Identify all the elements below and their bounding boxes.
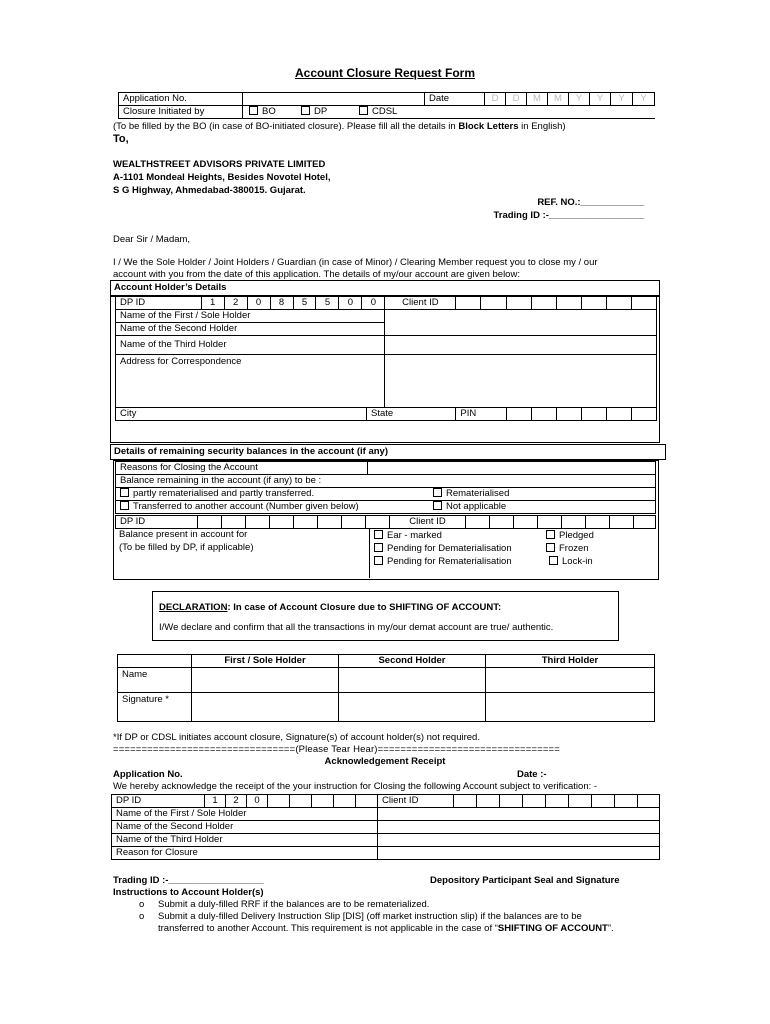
date-box[interactable]: Y (611, 93, 633, 106)
name-row-label: Name (118, 668, 192, 693)
instruction-item-2: Submit a duly-filled Delivery Instruction Slip [DIS] (off market instruction slip) if the balances are to be (158, 911, 582, 922)
pin-box[interactable] (606, 408, 631, 421)
first-holder-col: First / Sole Holder (192, 655, 339, 668)
client-id-box[interactable] (606, 297, 631, 310)
dp-id-box[interactable] (294, 516, 318, 529)
client-id-box[interactable] (514, 516, 538, 529)
checkbox-icon[interactable] (433, 501, 442, 510)
signature-field[interactable] (339, 693, 486, 722)
to-label: To, (113, 133, 129, 145)
name-field[interactable] (339, 668, 486, 693)
closure-initiated-label: Closure Initiated by (119, 106, 243, 119)
date-box[interactable]: Y (633, 93, 655, 106)
form-title: Account Closure Request Form (294, 66, 476, 80)
pin-box[interactable] (531, 408, 556, 421)
account-holder-heading: Account Holder’s Details (110, 280, 660, 296)
pin-label: PIN (456, 408, 506, 421)
ack-dp-id-box[interactable] (312, 795, 334, 808)
balances-dp-table (115, 515, 656, 529)
second-holder-label: Name of the Second Holder (116, 323, 385, 336)
request-line-2: account with you from the date of this application. The details of my/our account are given below: (113, 269, 520, 280)
checkbox-icon[interactable] (374, 556, 383, 565)
ack-text: We hereby acknowledge the receipt of the your instruction for Closing the following Account subject to verification: - (113, 781, 598, 792)
pending-remat-option[interactable]: Pending for Rematerialisation (374, 555, 512, 568)
recipient-address: WEALTHSTREET ADVISORS PRIVATE LIMITED A-1101 Mondeal Heights, Besides Novotel Hotel, S G Highway, Ahmedabad-380015. Gujarat. (113, 159, 331, 196)
trading-id-top: Trading ID :-__________________ (493, 210, 644, 221)
dp-id-box[interactable] (222, 516, 246, 529)
dp-id-digit: 5 (293, 297, 316, 310)
ack-reason-field[interactable] (378, 847, 660, 860)
fill-note: (To be filled by the BO (in case of BO-initiated closure). Please fill all the details in Block Letters in English) (113, 121, 566, 132)
pin-box[interactable] (631, 408, 656, 421)
client-id-box[interactable] (610, 516, 634, 529)
dp-id-label: DP ID (116, 297, 202, 310)
ack-client-id-box[interactable] (546, 795, 569, 808)
header-table (118, 92, 655, 119)
ack-client-id-box[interactable] (638, 795, 660, 808)
ack-dp-id-box[interactable] (334, 795, 356, 808)
client-id-box[interactable] (581, 297, 606, 310)
instructions-heading: Instructions to Account Holder(s) (113, 887, 264, 898)
dp-id-digit: 0 (339, 297, 362, 310)
checkbox-icon[interactable] (549, 556, 558, 565)
balances-table (115, 461, 656, 514)
signature-row-label: Signature * (118, 693, 192, 722)
client-id-box[interactable] (506, 297, 531, 310)
ack-dp-id-digit: 0 (247, 795, 268, 808)
instruction-item-1: Submit a duly-filled RRF if the balances are to be rematerialized. (158, 899, 430, 910)
instruction-bullet: o (139, 899, 145, 910)
ack-dp-id-box[interactable] (290, 795, 312, 808)
third-holder-col: Third Holder (486, 655, 655, 668)
ack-dp-id-box[interactable] (268, 795, 290, 808)
pledged-option[interactable]: Pledged (546, 529, 594, 542)
client-id-box[interactable] (586, 516, 610, 529)
ack-third-holder-field[interactable] (378, 834, 660, 847)
dp-id-digit: 8 (270, 297, 293, 310)
filled-by-dp-label: (To be filled by DP, if applicable) (119, 542, 254, 553)
dp-id-box[interactable] (366, 516, 390, 529)
pin-box[interactable] (581, 408, 606, 421)
dp-id-box[interactable] (318, 516, 342, 529)
status-options-2 (546, 529, 594, 568)
ack-first-holder-field[interactable] (378, 808, 660, 821)
ack-client-id-box[interactable] (615, 795, 638, 808)
trading-id-bottom: Trading ID :-__________________ (113, 875, 264, 886)
client-id-box[interactable] (538, 516, 562, 529)
application-no-label: Application No. (119, 93, 243, 106)
cdsl-option[interactable]: CDSL (359, 106, 419, 118)
date-box[interactable]: D (485, 93, 506, 106)
pin-box[interactable] (506, 408, 531, 421)
date-box[interactable]: M (548, 93, 569, 106)
city-state-cell (116, 408, 456, 421)
checkbox-icon[interactable] (546, 530, 555, 539)
city-label: City (116, 408, 367, 420)
ack-table (111, 794, 660, 860)
ack-dp-id-digit: 1 (205, 795, 226, 808)
third-holder-label: Name of the Third Holder (116, 336, 385, 355)
dp-id-box[interactable] (270, 516, 294, 529)
tear-line: ================================(Please Tear Hear)================================ (113, 744, 560, 755)
balances-heading: Details of remaining security balances in the account (if any) (110, 444, 666, 460)
account-holder-table (115, 296, 657, 421)
checkbox-icon[interactable] (301, 106, 310, 115)
ack-client-id-box[interactable] (477, 795, 500, 808)
ack-dp-id-label: DP ID (112, 795, 205, 808)
reasons-field[interactable] (368, 462, 656, 475)
checkbox-icon[interactable] (374, 543, 383, 552)
client-id-box[interactable] (466, 516, 490, 529)
dp-id-label: DP ID (116, 516, 198, 529)
ack-second-holder-label: Name of the Second Holder (112, 821, 378, 834)
checkbox-icon[interactable] (433, 488, 442, 497)
client-id-box[interactable] (556, 297, 581, 310)
ack-client-id-label: Client ID (378, 795, 454, 808)
declaration-heading: DECLARATION: In case of Account Closure due to SHIFTING OF ACCOUNT: (159, 602, 502, 613)
balance-present-cell (115, 528, 370, 578)
dp-seal-label: Depository Participant Seal and Signature (430, 875, 620, 886)
signature-field[interactable] (486, 693, 655, 722)
ack-client-id-box[interactable] (523, 795, 546, 808)
name-field[interactable] (192, 668, 339, 693)
date-box[interactable]: D (506, 93, 527, 106)
instruction-item-2-cont: transferred to another Account. This requirement is not applicable in the case of “SHIFTING OF ACCOUNT”. (158, 923, 614, 934)
rematerialised-option[interactable]: Rematerialised (433, 488, 509, 500)
checkbox-icon[interactable] (359, 106, 368, 115)
date-box[interactable]: M (527, 93, 548, 106)
client-id-label: Client ID (390, 516, 466, 529)
partly-option[interactable]: partly rematerialised and partly transferred. (116, 488, 433, 500)
ack-second-holder-field[interactable] (378, 821, 660, 834)
ack-client-id-box[interactable] (592, 795, 615, 808)
signature-table (117, 654, 655, 722)
request-line-1: I / We the Sole Holder / Joint Holders / Guardian (in case of Minor) / Clearing Member request you to close my / our (113, 257, 598, 268)
client-id-box[interactable] (490, 516, 514, 529)
client-id-label: Client ID (385, 297, 456, 310)
ack-client-id-box[interactable] (500, 795, 523, 808)
ack-third-holder-label: Name of the Third Holder (112, 834, 378, 847)
ack-client-id-box[interactable] (569, 795, 592, 808)
balance-remaining-label: Balance remaining in the account (if any) to be : (116, 475, 656, 488)
client-id-box[interactable] (531, 297, 556, 310)
declaration-text: I/We declare and confirm that all the transactions in my/our demat account are true/ authentic. (159, 622, 554, 633)
client-id-box[interactable] (634, 516, 656, 529)
application-no-field[interactable] (243, 93, 425, 106)
closure-options (243, 106, 655, 119)
checkbox-icon[interactable] (546, 543, 555, 552)
ack-dp-id-digit: 2 (226, 795, 247, 808)
date-box[interactable]: Y (569, 93, 590, 106)
second-holder-col: Second Holder (339, 655, 486, 668)
dp-id-digit: 0 (362, 297, 385, 310)
client-id-box[interactable] (481, 297, 506, 310)
third-holder-field[interactable] (385, 336, 657, 355)
balance-present-label: Balance present in account for (119, 529, 248, 540)
dp-id-digit: 2 (224, 297, 247, 310)
date-box[interactable]: Y (590, 93, 611, 106)
client-id-box[interactable] (631, 297, 656, 310)
checkbox-icon[interactable] (374, 530, 383, 539)
address-field[interactable] (385, 355, 657, 408)
name-field[interactable] (486, 668, 655, 693)
not-applicable-option[interactable]: Not applicable (433, 501, 506, 513)
ack-reason-label: Reason for Closure (112, 847, 378, 860)
transferred-option[interactable]: Transferred to another account (Number given below) (116, 501, 433, 513)
dp-id-box[interactable] (342, 516, 366, 529)
reasons-label: Reasons for Closing the Account (116, 462, 368, 475)
dp-option[interactable]: DP (301, 106, 359, 118)
bo-option[interactable]: BO (249, 106, 301, 118)
dp-id-digit: 5 (316, 297, 339, 310)
declaration-box (152, 591, 619, 641)
pin-box[interactable] (556, 408, 581, 421)
frozen-option[interactable]: Frozen (546, 542, 594, 555)
pending-demat-option[interactable]: Pending for Dematerialisation (374, 542, 512, 555)
earmarked-option[interactable]: Ear - marked (374, 529, 512, 542)
signature-field[interactable] (192, 693, 339, 722)
address-label: Address for Correspondence (116, 355, 385, 408)
ack-application-no: Application No. (113, 769, 183, 780)
salutation: Dear Sir / Madam, (113, 234, 191, 245)
ack-first-holder-label: Name of the First / Sole Holder (112, 808, 378, 821)
checkbox-icon[interactable] (249, 106, 258, 115)
dp-id-box[interactable] (198, 516, 222, 529)
first-holder-field[interactable] (385, 310, 657, 336)
client-id-box[interactable] (562, 516, 586, 529)
checkbox-icon[interactable] (120, 501, 129, 510)
lockin-option[interactable]: Lock-in (549, 555, 594, 568)
ack-dp-id-box[interactable] (356, 795, 378, 808)
ack-client-id-box[interactable] (454, 795, 477, 808)
dp-id-digit: 0 (247, 297, 270, 310)
checkbox-icon[interactable] (120, 488, 129, 497)
ack-date: Date :- (517, 769, 547, 780)
dp-id-digit: 1 (201, 297, 224, 310)
status-options (374, 529, 512, 568)
date-label: Date (425, 93, 485, 106)
first-holder-label: Name of the First / Sole Holder (116, 310, 385, 323)
dp-id-box[interactable] (246, 516, 270, 529)
state-label: State (371, 408, 394, 419)
client-id-box[interactable] (456, 297, 481, 310)
footnote: *If DP or CDSL initiates account closure, Signature(s) of account holder(s) not required. (113, 732, 480, 743)
ref-no: REF. NO.:____________ (537, 197, 644, 208)
ack-title: Acknowledgement Receipt (324, 756, 446, 767)
instruction-bullet: o (139, 911, 145, 922)
